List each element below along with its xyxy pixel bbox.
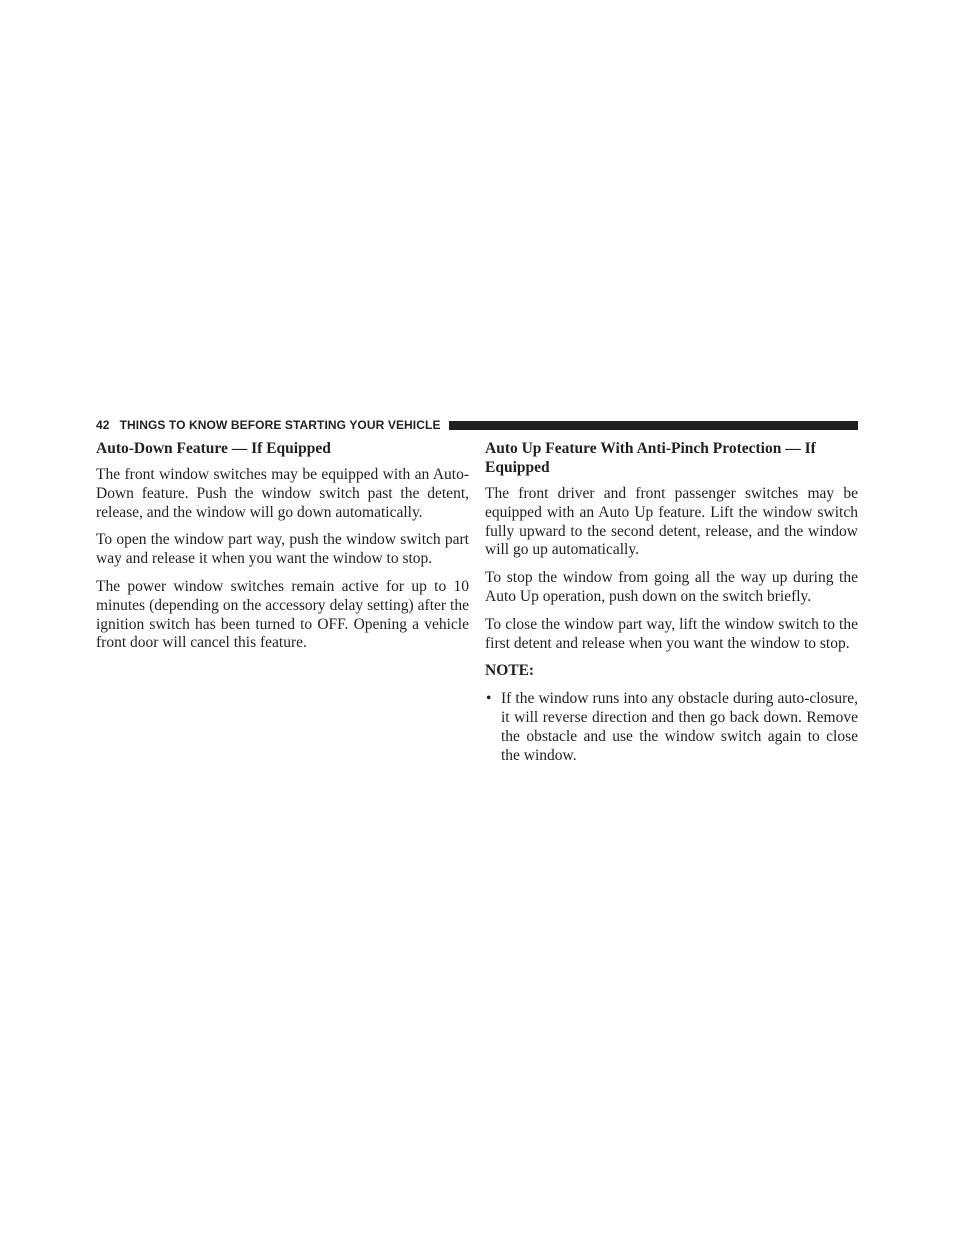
auto-down-heading: Auto-Down Feature — If Equipped xyxy=(96,440,331,457)
note-item xyxy=(485,690,858,765)
left-column xyxy=(96,439,469,662)
section-title: THINGS TO KNOW BEFORE STARTING YOUR VEHICLE xyxy=(119,418,441,432)
note-label: NOTE: xyxy=(485,662,535,680)
page-header xyxy=(96,417,858,433)
auto-down-paragraph-2: To open the window part way, push the window switch part way and release it when you want the window to stop. xyxy=(96,531,469,568)
right-column xyxy=(485,439,858,765)
header-rule xyxy=(449,421,858,430)
auto-up-paragraph-3: To close the window part way, lift the window switch to the first detent and release when you want the window to stop. xyxy=(485,615,858,652)
note-text: If the window runs into any obstacle during auto-closure, it will reverse direction and then go back down. Remove the obstacle and use the window switch again to close the window. xyxy=(501,690,858,764)
auto-up-paragraph-1: The front driver and front passenger switches may be equipped with an Auto Up feature. Lift the window switch fully upward to the second detent, release, and the window will go up automatically. xyxy=(485,485,858,559)
auto-down-paragraph-1: The front window switches may be equipped with an Auto-Down feature. Push the window switch past the detent, release, and the window will go down automatically. xyxy=(96,466,469,521)
auto-up-paragraph-2: To stop the window from going all the way up during the Auto Up operation, push down on the switch briefly. xyxy=(485,569,858,605)
note-list xyxy=(485,690,858,765)
page-number: 42 xyxy=(96,418,110,432)
auto-up-heading: Auto Up Feature With Anti-Pinch Protection — If Equipped xyxy=(485,440,816,476)
auto-down-paragraph-3: The power window switches remain active for up to 10 minutes (depending on the accessory delay setting) after the ignition switch has been turned to OFF. Opening a vehicle front door will cancel this feature. xyxy=(96,577,469,652)
bullet-icon: • xyxy=(486,690,492,708)
